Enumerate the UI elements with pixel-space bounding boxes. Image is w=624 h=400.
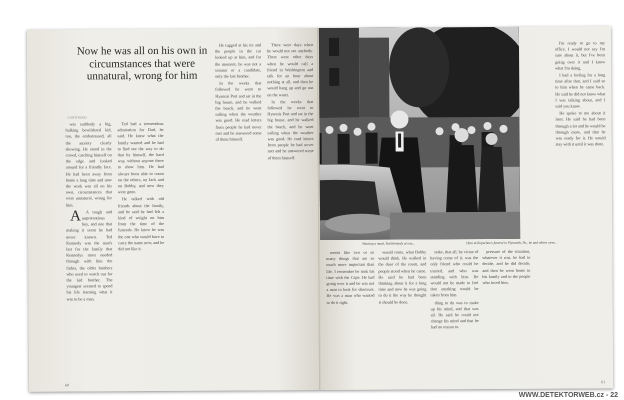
paragraph: ments like two or so many things that are so much more important than life. I remember he took his time with the Cape. He had going over it and he was not a man to look for shortcuts. He was a man who wanted to do it right.	[326, 249, 375, 305]
paragraph: A A tough and unpretentious boy, and one that making it seem he had never known. Ted Kennedy was the man's last for the family that Kennedys most needed through with him the father, the older brothers who used to watch out for the kid brother. The youngest seemed to spend his life learning what it was to be a man.	[66, 208, 113, 302]
photo-caption-right: Here at Kopechne's funeral in Plymouth, Pa., he and others were...	[466, 240, 558, 246]
left-page	[27, 28, 321, 392]
paragraph: I'm ready to go to my office. I would not say I'm sure about it, but I've been going over it and I know what I'm doing.	[555, 40, 606, 71]
photo-caption-left: Wearing a mask, Ted Kennedy at one...	[362, 241, 415, 246]
paragraph: He tugged at his tie and the people in the car looked up at him, and for the moment, he was not a senator or a candidate, only the last brother.	[215, 42, 262, 79]
page-number-right: 61	[601, 379, 606, 385]
drop-cap: A	[69, 208, 81, 225]
text-column-1	[65, 121, 113, 379]
site-watermark: WWW.DETEKTORWEB.cz - 22	[518, 392, 618, 399]
paragraph: He spoke to me about it later. He said he had been through a lot and he would be through more, and that he was ready for it. He would stay with it until it was done.	[555, 110, 606, 147]
right-page	[319, 26, 613, 390]
paragraph: stake, that all, by virtue of having come of it, was the only friend who could be trusted, and who was standing with him. He would not be made to feel that anything would be taken from him.	[430, 249, 479, 298]
paragraph: was suddenly a big, hulking bewildered kid, too, the embarrassed, all the anxiety clearly showing. He stood in the crowd, catching himself on the edge and looked around for a friendly face. He had been away from home a long time and now the work was all on his own, circumstances that were unnatural, wrong for him.	[65, 121, 112, 208]
paragraph: would come, what Bobby would think. He walked in the door of the room, and people stood when he came. He said he had been thinking about it for a long time and now he was going to do it the way he thought it should be done.	[378, 249, 427, 305]
text-column-6	[378, 249, 427, 379]
magazine-spread	[27, 26, 613, 392]
text-column-9	[555, 40, 607, 376]
page-number-left: 60	[65, 382, 70, 388]
text-column-2	[117, 121, 165, 379]
paragraph: There were days when he would not see anybody. There were other days when he would call a friend in Washington and talk for an hour about nothing at all, and then he would hang up and go out on the water.	[267, 42, 314, 97]
text-column-7	[430, 249, 479, 379]
text-column-4	[267, 42, 315, 378]
paragraph: In the weeks that followed he went to Hyannis Port and sat in the big house, and he walked the beach, and he went sailing when the weather was good. He read letters from people he had never met and he answered some of them himself.	[215, 80, 262, 142]
paragraph: pressure of the situation, whatever it was, he had to decide, and he did decide, and then he went home to his family and to the people who loved him.	[482, 248, 531, 286]
text-column-8	[482, 249, 531, 379]
text-column-5	[326, 250, 375, 380]
paragraph: I had a feeling for a long time after that, and I said so to him when he came back. He said he did not know what I was talking about, and I said you know.	[555, 72, 606, 109]
text-column-3	[215, 42, 263, 378]
paragraph: thing to do was to make up his mind, and that was all. He said he could not change his mind and that he had no reason to.	[430, 299, 479, 330]
news-photo	[319, 27, 520, 241]
article-byline: CONTINUED	[67, 115, 87, 120]
article-headline: Now he was all on his own in circumstances that were unnatural, wrong for him	[76, 44, 208, 83]
paragraph: Ted had a tremendous admiration for Dad, he said. He knew what the family wanted and he had to find out the way to do that by himself, the hard way, without anyone there to show him. He had always been able to count on the others, on Jack and on Bobby, and now they were gone.	[117, 120, 164, 195]
paragraph: In the weeks that followed he went to Hyannis Port and sat in the big house, and he walked the beach, and he went sailing when the weather was good. He read letters from people he had never met and he answered some of them himself.	[267, 98, 314, 160]
paragraph: He talked with old friends about the family, and he said he had felt a kind of weight on him from the time of the funerals. He knew he was the one who would have to carry the name now, and he did not like it.	[117, 196, 165, 252]
photo-illustration	[319, 27, 520, 241]
